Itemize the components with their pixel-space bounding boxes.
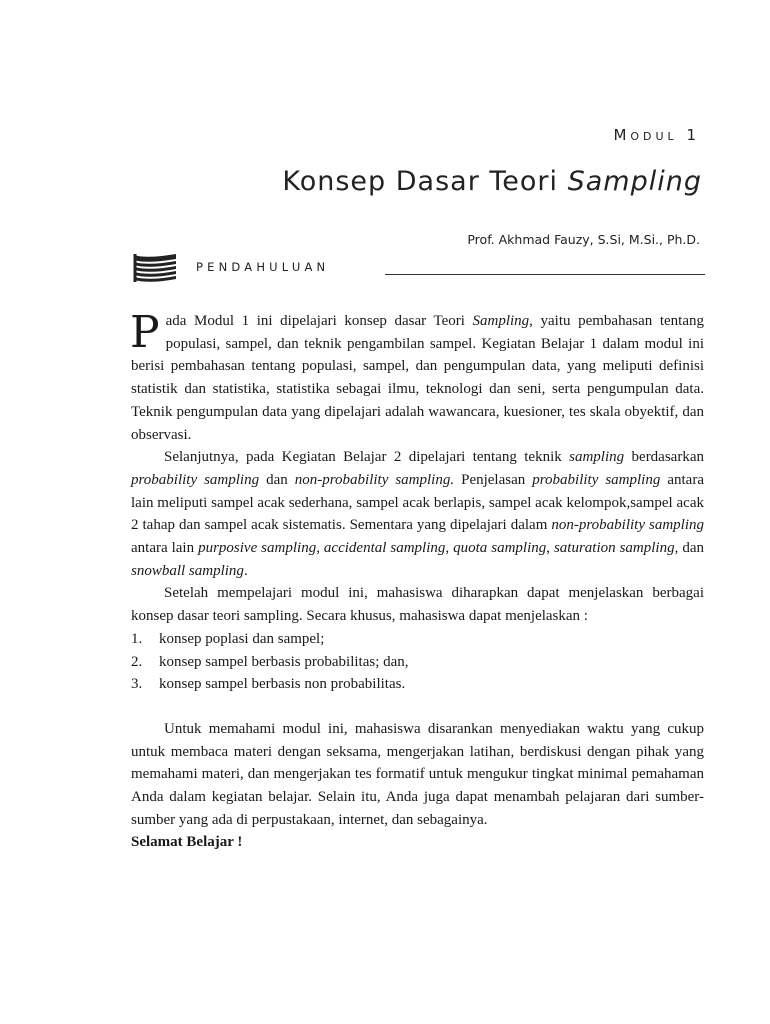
title-italic: Sampling — [567, 166, 702, 197]
title-main: Konsep Dasar Teori — [282, 166, 568, 197]
text-run: . — [243, 562, 248, 579]
section-heading: PENDAHULUAN — [196, 260, 330, 274]
italic-run: Sampling — [472, 313, 530, 329]
list-number: 3. — [131, 676, 143, 693]
text-run: antara lain — [131, 540, 199, 557]
italic-run: quota sampling — [453, 540, 547, 557]
italic-run: probability sampling — [532, 471, 661, 488]
text-run: ada Modul 1 ini dipelajari konsep dasar Teori — [165, 313, 473, 329]
italic-run: probability sampling — [131, 471, 260, 488]
list-text: konsep poplasi dan sampel; — [159, 630, 325, 647]
list-text: konsep sampel berbasis non probabilitas. — [159, 676, 406, 693]
objectives-list — [131, 628, 704, 696]
text-run: antara lain meliputi sampel acak sederhana, sampel acak berlapis, sampel acak kelompok,sampel acak 2 tahap dan sampel acak sistematis. Sementara yang dipelajari dalam — [131, 471, 704, 534]
text-run: Penjelasan — [454, 471, 533, 488]
list-item — [131, 673, 704, 696]
text-run: dan — [259, 471, 295, 488]
paragraph-intro — [130, 307, 704, 446]
closing-greeting: Selamat Belajar ! — [131, 834, 243, 851]
text-run: , — [546, 540, 554, 557]
italic-run: non-probability sampling. — [294, 471, 455, 488]
italic-run: accidental sampling — [323, 540, 446, 557]
list-number: 2. — [131, 653, 143, 670]
text-run: , — [445, 540, 454, 557]
text-run: , — [316, 540, 324, 557]
paragraph-study-advice: Untuk memahami modul ini, mahasiswa disarankan menyediakan waktu yang cukup untuk membaca materi dengan seksama, mengerjakan latihan, berdiskusi dengan pihak yang memahami materi, dan mengerjakan tes formatif untuk mengukur tingkat minimal pemahaman Anda dalam kegiatan belajar. Selain itu, Anda juga dapat menambah pelajaran dari sumber-sumber yang ada di perpustakaan, internet, dan sebagainya. — [131, 720, 704, 828]
text-run: , dan — [674, 540, 704, 557]
list-text: konsep sampel berbasis probabilitas; dan, — [159, 653, 409, 670]
section-divider — [385, 274, 705, 275]
module-label: Modul 1 — [613, 126, 700, 144]
italic-run: purposive sampling — [198, 540, 317, 557]
italic-run: snowball sampling — [131, 562, 244, 579]
italic-run: sampling — [569, 449, 625, 466]
italic-run: saturation sampling — [553, 540, 675, 557]
page-title — [282, 166, 702, 197]
list-item — [131, 628, 704, 651]
paragraph-sampling — [131, 446, 704, 582]
text-run: berdasarkan — [624, 449, 704, 466]
list-number: 1. — [131, 630, 143, 647]
text-run: Selanjutnya, pada Kegiatan Belajar 2 dipelajari tentang teknik — [164, 449, 570, 466]
paragraph-objectives: Setelah mempelajari modul ini, mahasiswa diharapkan dapat menjelaskan berbagai konsep dasar teori sampling. Secara khusus, mahasiswa dapat menjelaskan : — [131, 585, 704, 625]
book-pages-icon — [132, 251, 178, 285]
list-item — [131, 651, 704, 674]
drop-cap: P — [130, 307, 160, 358]
italic-run: non-probability sampling — [551, 517, 704, 534]
author-name: Prof. Akhmad Fauzy, S.Si, M.Si., Ph.D. — [467, 232, 700, 247]
body-text — [130, 307, 704, 854]
text-run: , yaitu pembahasan tentang populasi, sampel, dan teknik pengambilan sampel. Kegiatan Belajar 1 dalam modul ini berisi pembahasan tentang populasi, sampel, dan pengumpulan data, yang meliputi definisi statistik dan statistika, statistika sebagai ilmu, teknologi dan seni, serta pengumpulan data. Teknik pengumpulan data yang dipelajari adalah wawancara, kuesioner, tes skala obyektif, dan observasi. — [131, 313, 704, 443]
